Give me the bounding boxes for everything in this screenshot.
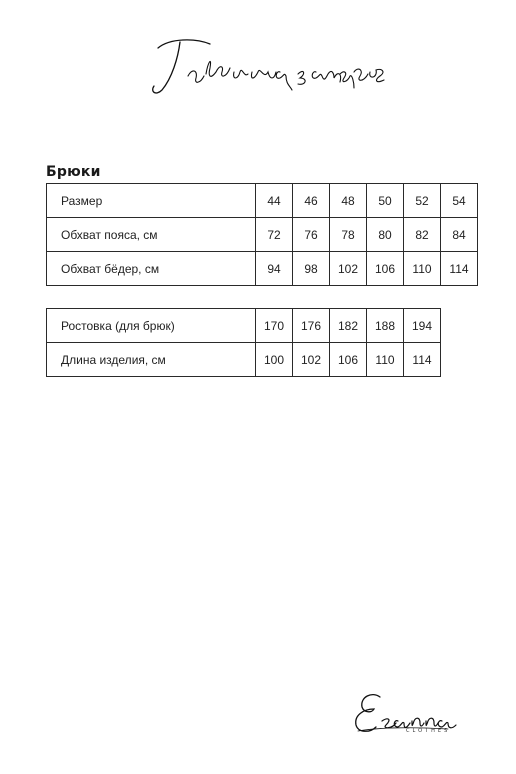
table-cell: 82: [404, 218, 441, 252]
table-cell: 102: [293, 343, 330, 377]
table-cell: 48: [330, 184, 367, 218]
table-cell: 72: [256, 218, 293, 252]
brand-tagline: CLOTHES: [406, 728, 451, 734]
row-label: Размер: [47, 184, 256, 218]
table-cell: 110: [367, 343, 404, 377]
table-cell: 188: [367, 309, 404, 343]
table-cell: 176: [293, 309, 330, 343]
table-cell: 76: [293, 218, 330, 252]
table-cell: 170: [256, 309, 293, 343]
table-cell: 94: [256, 252, 293, 286]
table-cell: 80: [367, 218, 404, 252]
table-cell: 102: [330, 252, 367, 286]
table-cell: 100: [256, 343, 293, 377]
table-cell: 84: [441, 218, 478, 252]
table-row: [47, 252, 478, 286]
table-cell: 194: [404, 309, 441, 343]
row-label: Длина изделия, см: [47, 343, 256, 377]
table-cell: 54: [441, 184, 478, 218]
table-cell: 114: [404, 343, 441, 377]
table-cell: 106: [367, 252, 404, 286]
table-cell: 106: [330, 343, 367, 377]
page-title: [140, 30, 390, 100]
size-table: [46, 183, 478, 286]
table-cell: 78: [330, 218, 367, 252]
table-row: [47, 218, 478, 252]
table-cell: 110: [404, 252, 441, 286]
section-title: Брюки: [46, 164, 101, 180]
table-cell: 98: [293, 252, 330, 286]
table-cell: 52: [404, 184, 441, 218]
table-row: [47, 343, 441, 377]
table-cell: 182: [330, 309, 367, 343]
row-label: Обхват бёдер, см: [47, 252, 256, 286]
table-row: [47, 184, 478, 218]
table-row: [47, 309, 441, 343]
table-cell: 44: [256, 184, 293, 218]
table-cell: 114: [441, 252, 478, 286]
table-cell: 46: [293, 184, 330, 218]
brand-logo: [352, 683, 492, 745]
row-label: Обхват пояса, см: [47, 218, 256, 252]
row-label: Ростовка (для брюк): [47, 309, 256, 343]
height-table: [46, 308, 441, 377]
table-cell: 50: [367, 184, 404, 218]
